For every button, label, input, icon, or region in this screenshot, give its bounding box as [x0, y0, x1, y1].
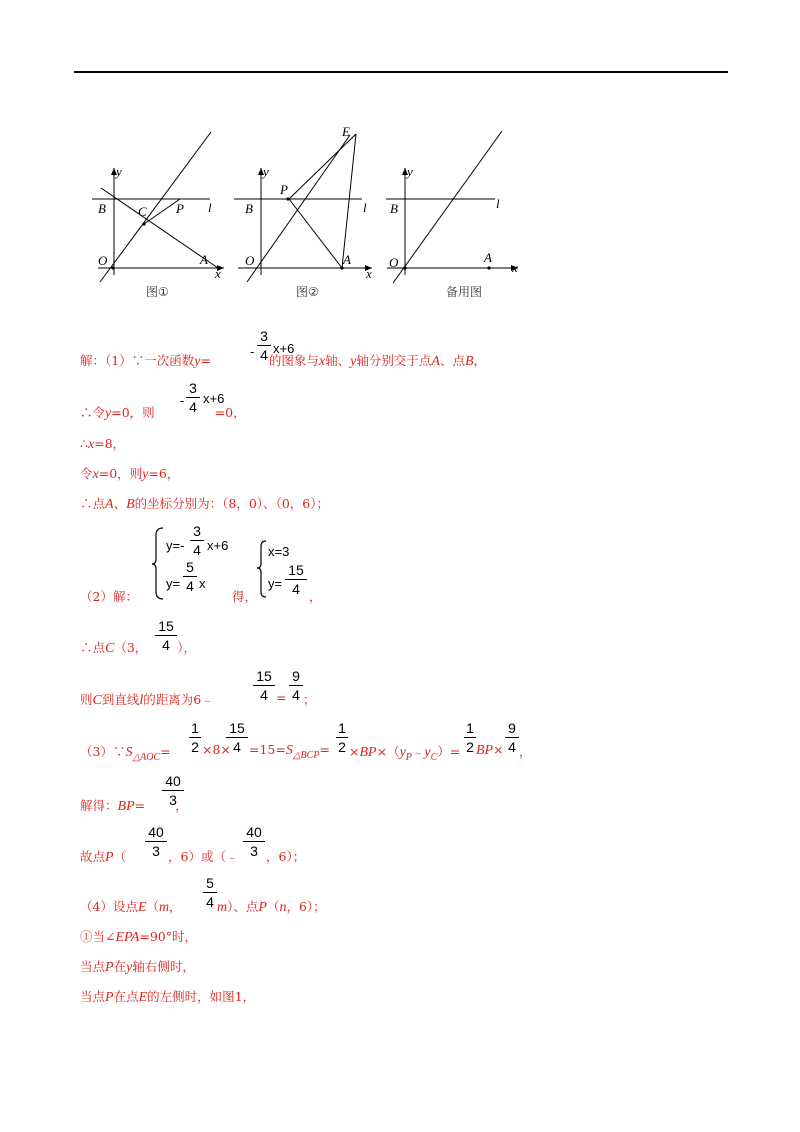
- solution-line-9-a: $(3)\because S_{\triangle AOC}=$: [80, 744, 171, 763]
- sys-result-label: 得，: [232, 589, 258, 604]
- solution-line-9-c: $=15=S_{\triangle BCP}=$: [249, 742, 330, 761]
- bp-fraction: 40 3: [162, 773, 184, 808]
- solution-line-9-f: ，: [519, 744, 532, 759]
- area-frac-5: 9 4: [505, 720, 519, 755]
- eq1-rest: x+6: [273, 341, 295, 356]
- area-frac-3: 1 2: [336, 720, 348, 755]
- area-frac-1: 1 2: [189, 720, 201, 755]
- eq1-minus: -: [250, 344, 255, 359]
- fig1-label-a: A: [200, 252, 208, 267]
- dist-fraction-2: 9 4: [289, 668, 303, 703]
- p2-fraction: 40 3: [243, 824, 265, 859]
- solution-line-14: 当点P在y轴右侧时，: [80, 959, 195, 975]
- fig1-label-y: y: [116, 164, 122, 179]
- solution-line-11-b: ，6）或（﹣: [168, 849, 239, 864]
- fig2-label-o: O: [245, 253, 255, 268]
- solution-line-8: 则C到直线l的距离为6﹣: [80, 692, 214, 708]
- solution-line-5: ∴点A、B的坐标分别为：（8，0）、（0，6）；: [80, 496, 329, 512]
- sys2-row1: x=3: [268, 544, 290, 559]
- solution-line-12-b: m）、点P（n，6）；: [217, 899, 326, 915]
- fig1-caption: 图①: [146, 285, 169, 299]
- fig2-caption: 图②: [296, 285, 319, 299]
- eq2-rest: x+6: [203, 391, 225, 406]
- fig1-label-l: l: [208, 200, 212, 215]
- sys1-row1-pre: y=-: [166, 538, 185, 553]
- pointC-fraction: 15 4: [155, 618, 177, 653]
- solution-line-9-d: $\times BP\times(y_P﹣y_C)=$: [349, 744, 461, 763]
- fig2-label-b: B: [245, 201, 253, 216]
- fig1-label-c: C: [138, 204, 147, 219]
- fig2-label-x: x: [366, 266, 372, 281]
- sys2-row2-frac: 15 4: [285, 562, 307, 597]
- dist-fraction-1: 15 4: [253, 668, 275, 703]
- fig2-label-e: E: [342, 124, 350, 139]
- fig3-label-x: x: [512, 260, 518, 275]
- eq2-minus: -: [180, 393, 185, 408]
- fig1-label-x: x: [215, 266, 221, 281]
- fig1-label-o: O: [98, 253, 108, 268]
- area-frac-2: 15 4: [226, 720, 248, 755]
- solution-line-9-b: ×8×: [202, 742, 231, 757]
- area-frac-4: 1 2: [464, 720, 476, 755]
- sys2-comma: ，: [309, 589, 322, 604]
- sys1-row2-post: x: [199, 576, 206, 591]
- solution-line-11-c: ，6）；: [266, 849, 306, 864]
- solution-line-13: ①当∠EPA=90°时，: [80, 929, 197, 945]
- solution-line-10: 解得：BP= ，: [80, 798, 188, 814]
- solution-line-1: 解：（1）∵一次函数y= 的图象与x轴、y轴分别交于点A、点B，: [80, 353, 487, 369]
- p1-fraction: 40 3: [145, 824, 167, 859]
- sys1-row2-frac: 5 4: [183, 559, 197, 594]
- solution-line-11-a: 故点P（: [80, 849, 127, 865]
- fig2-label-a: A: [343, 252, 351, 267]
- solution-line-7: ∴点C（3， ），: [80, 640, 197, 656]
- fig1-label-p: P: [176, 201, 184, 216]
- fig2-label-p: P: [280, 182, 288, 197]
- eq2-fraction: 3 4: [186, 380, 200, 415]
- dist-eq: =: [276, 690, 287, 705]
- solution-line-6: （2）解：: [80, 589, 138, 604]
- solution-line-2: ∴令y=0，则 =0，: [80, 405, 246, 421]
- solution-line-3: ∴x=8，: [80, 436, 126, 452]
- solution-line-15: 当点P在点E的左侧时，如图1，: [80, 989, 256, 1005]
- fig3-caption: 备用图: [446, 285, 483, 299]
- solution-line-12-a: （4）设点E（m，: [80, 899, 182, 915]
- fig3-label-y: y: [407, 164, 413, 179]
- solution-line-9-e: BP×: [476, 742, 504, 758]
- eq1-fraction: 3 4: [257, 328, 271, 363]
- sys1-row2-pre: y=: [166, 576, 181, 591]
- fig1-label-b: B: [98, 201, 106, 216]
- fig2-label-l: l: [363, 200, 367, 215]
- dist-end: ；: [303, 692, 316, 707]
- fig2-label-y: y: [263, 164, 269, 179]
- sys1-row1-frac: 3 4: [190, 523, 204, 558]
- solution-line-4: 令x=0，则y=6，: [80, 466, 180, 482]
- sys1-row1-post: x+6: [207, 538, 229, 553]
- fig3-label-l: l: [496, 196, 500, 211]
- fig3-label-o: O: [389, 255, 399, 270]
- sys2-row2-pre: y=: [268, 576, 283, 591]
- fig3-label-a: A: [484, 250, 492, 265]
- fig3-label-b: B: [390, 201, 398, 216]
- e-fraction: 5 4: [203, 875, 217, 910]
